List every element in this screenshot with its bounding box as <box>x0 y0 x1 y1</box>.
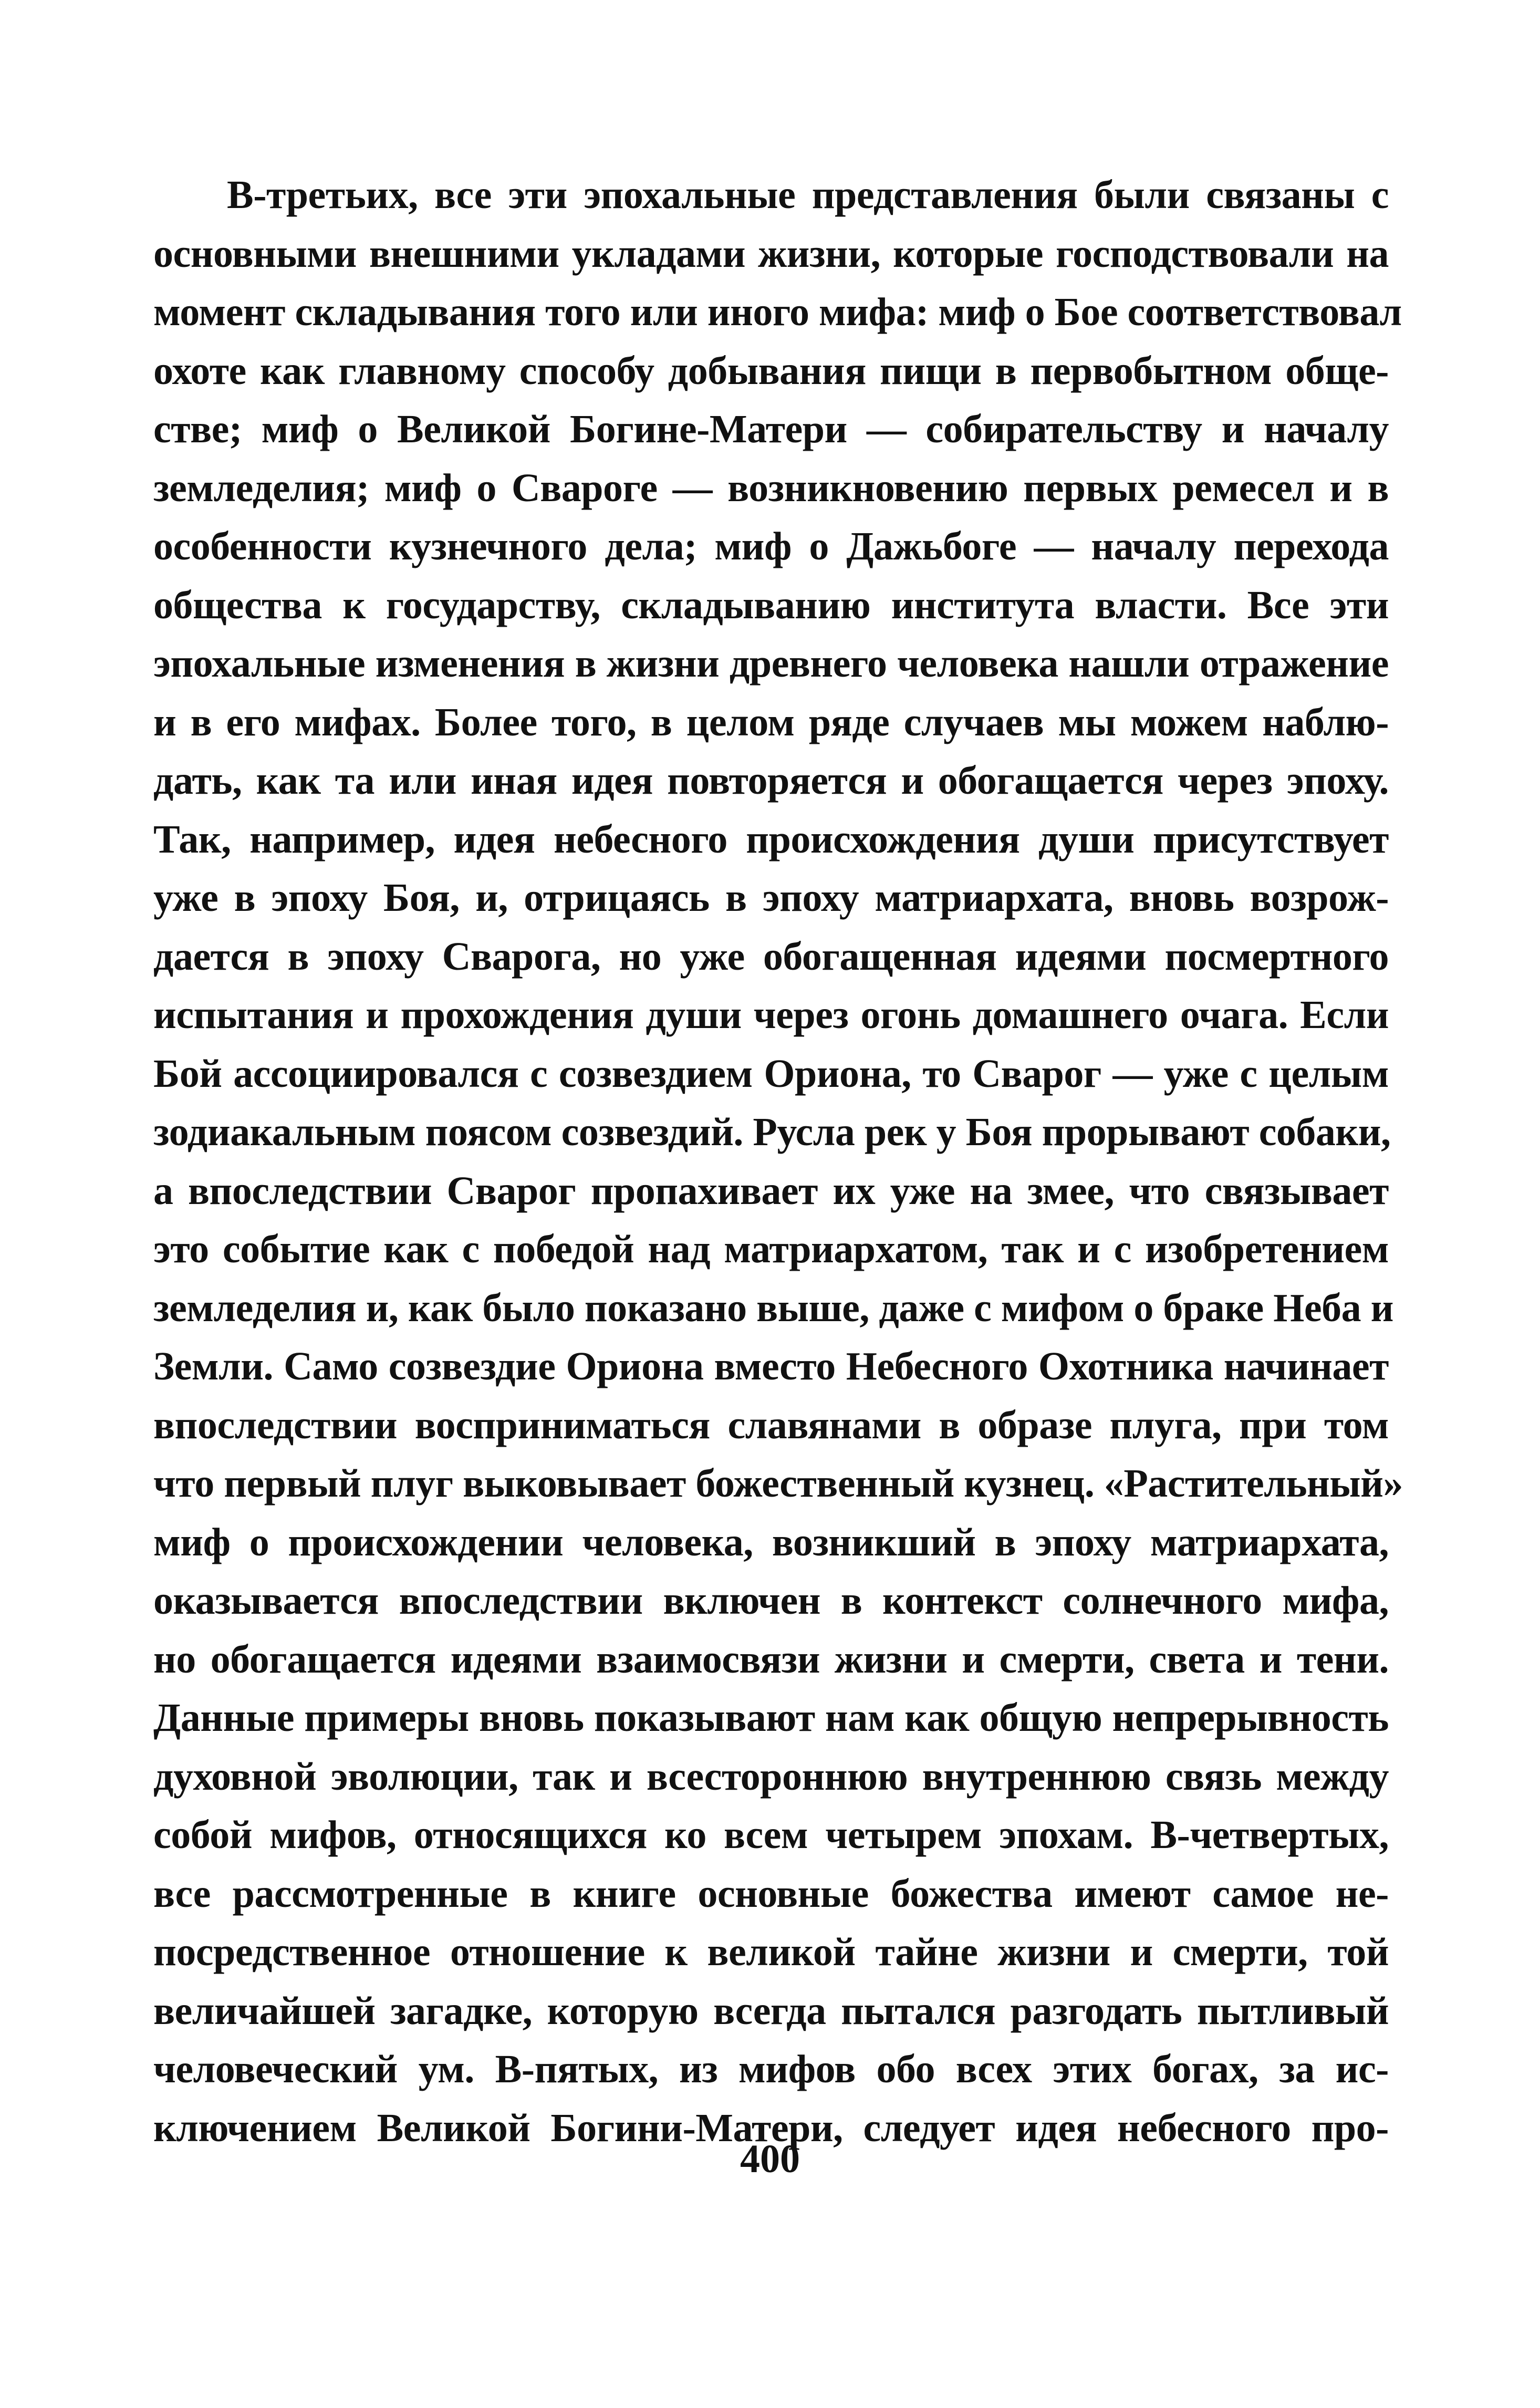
text-line: дается в эпоху Сварога, но уже обогащенная идеями посмертного <box>153 934 1389 979</box>
text-line: человеческий ум. В-пятых, из мифов обо всех этих богах, за ис- <box>153 2047 1389 2091</box>
text-line: особенности кузнечного дела; миф о Дажьбоге — началу перехода <box>153 524 1389 568</box>
text-line: впоследствии восприниматься славянами в образе плуга, при том <box>153 1403 1389 1447</box>
text-line: Бой ассоциировался с созвездием Ориона, то Сварог — уже с целым <box>153 1051 1389 1096</box>
text-line: оказывается впоследствии включен в контекст солнечного мифа, <box>153 1579 1389 1623</box>
text-line: Данные примеры вновь показывают нам как общую непрерывность <box>153 1696 1389 1740</box>
text-line: все рассмотренные в книге основные божества имеют самое не- <box>153 1871 1389 1916</box>
text-line: Так, например, идея небесного происхождения души присутствует <box>153 817 1389 862</box>
text-line: зодиакальным поясом созвездий. Русла рек у Боя прорывают собаки, <box>153 1110 1391 1154</box>
text-line: земледелия и, как было показано выше, даже с мифом о браке Неба и <box>153 1285 1393 1330</box>
text-line: собой мифов, относящихся ко всем четырем эпохам. В-четвертых, <box>153 1813 1389 1857</box>
text-line: это событие как с победой над матриархатом, так и с изобретением <box>153 1227 1389 1271</box>
text-line: В-третьих, все эти эпохальные представления были связаны с <box>227 173 1389 217</box>
text-line: земледелия; миф о Свароге — возникновению первых ремесел и в <box>153 465 1389 510</box>
text-line: момент складывания того или иного мифа: миф о Бое соответствовал <box>153 290 1402 334</box>
body-paragraph <box>153 166 1403 2157</box>
text-line: уже в эпоху Боя, и, отрицаясь в эпоху матриархата, вновь возрож- <box>153 876 1389 920</box>
text-line: но обогащается идеями взаимосвязи жизни и смерти, света и тени. <box>153 1637 1389 1682</box>
text-line: общества к государству, складыванию института власти. Все эти <box>153 583 1389 627</box>
text-line: а впоследствии Сварог пропахивает их уже на змее, что связывает <box>153 1168 1389 1213</box>
text-line: что первый плуг выковывает божественный кузнец. «Растительный» <box>153 1461 1403 1506</box>
text-line: посредственное отношение к великой тайне жизни и смерти, той <box>153 1930 1389 1974</box>
text-line: Земли. Само созвездие Ориона вместо Небесного Охотника начинает <box>153 1344 1389 1388</box>
text-line: стве; миф о Великой Богине-Матери — собирательству и началу <box>153 407 1389 451</box>
text-line: эпохальные изменения в жизни древнего человека нашли отражение <box>153 641 1389 686</box>
page-number: 400 <box>740 2137 800 2181</box>
text-line: духовной эволюции, так и всестороннюю внутреннюю связь между <box>153 1754 1389 1799</box>
text-line: основными внешними укладами жизни, которые господствовали на <box>153 231 1389 276</box>
text-line: охоте как главному способу добывания пищи в первобытном обще- <box>153 348 1389 393</box>
text-line: испытания и прохождения души через огонь домашнего очага. Если <box>153 993 1389 1037</box>
text-line: и в его мифах. Более того, в целом ряде случаев мы можем наблю- <box>153 700 1389 744</box>
text-line: ключением Великой Богини-Матери, следует идея небесного про- <box>153 2105 1389 2150</box>
text-line: величайшей загадке, которую всегда пытался разгодать пытливый <box>153 1988 1389 2033</box>
text-line: дать, как та или иная идея повторяется и обогащается через эпоху. <box>153 759 1389 803</box>
text-line: миф о происхождении человека, возникший в эпоху матриархата, <box>153 1520 1389 1564</box>
